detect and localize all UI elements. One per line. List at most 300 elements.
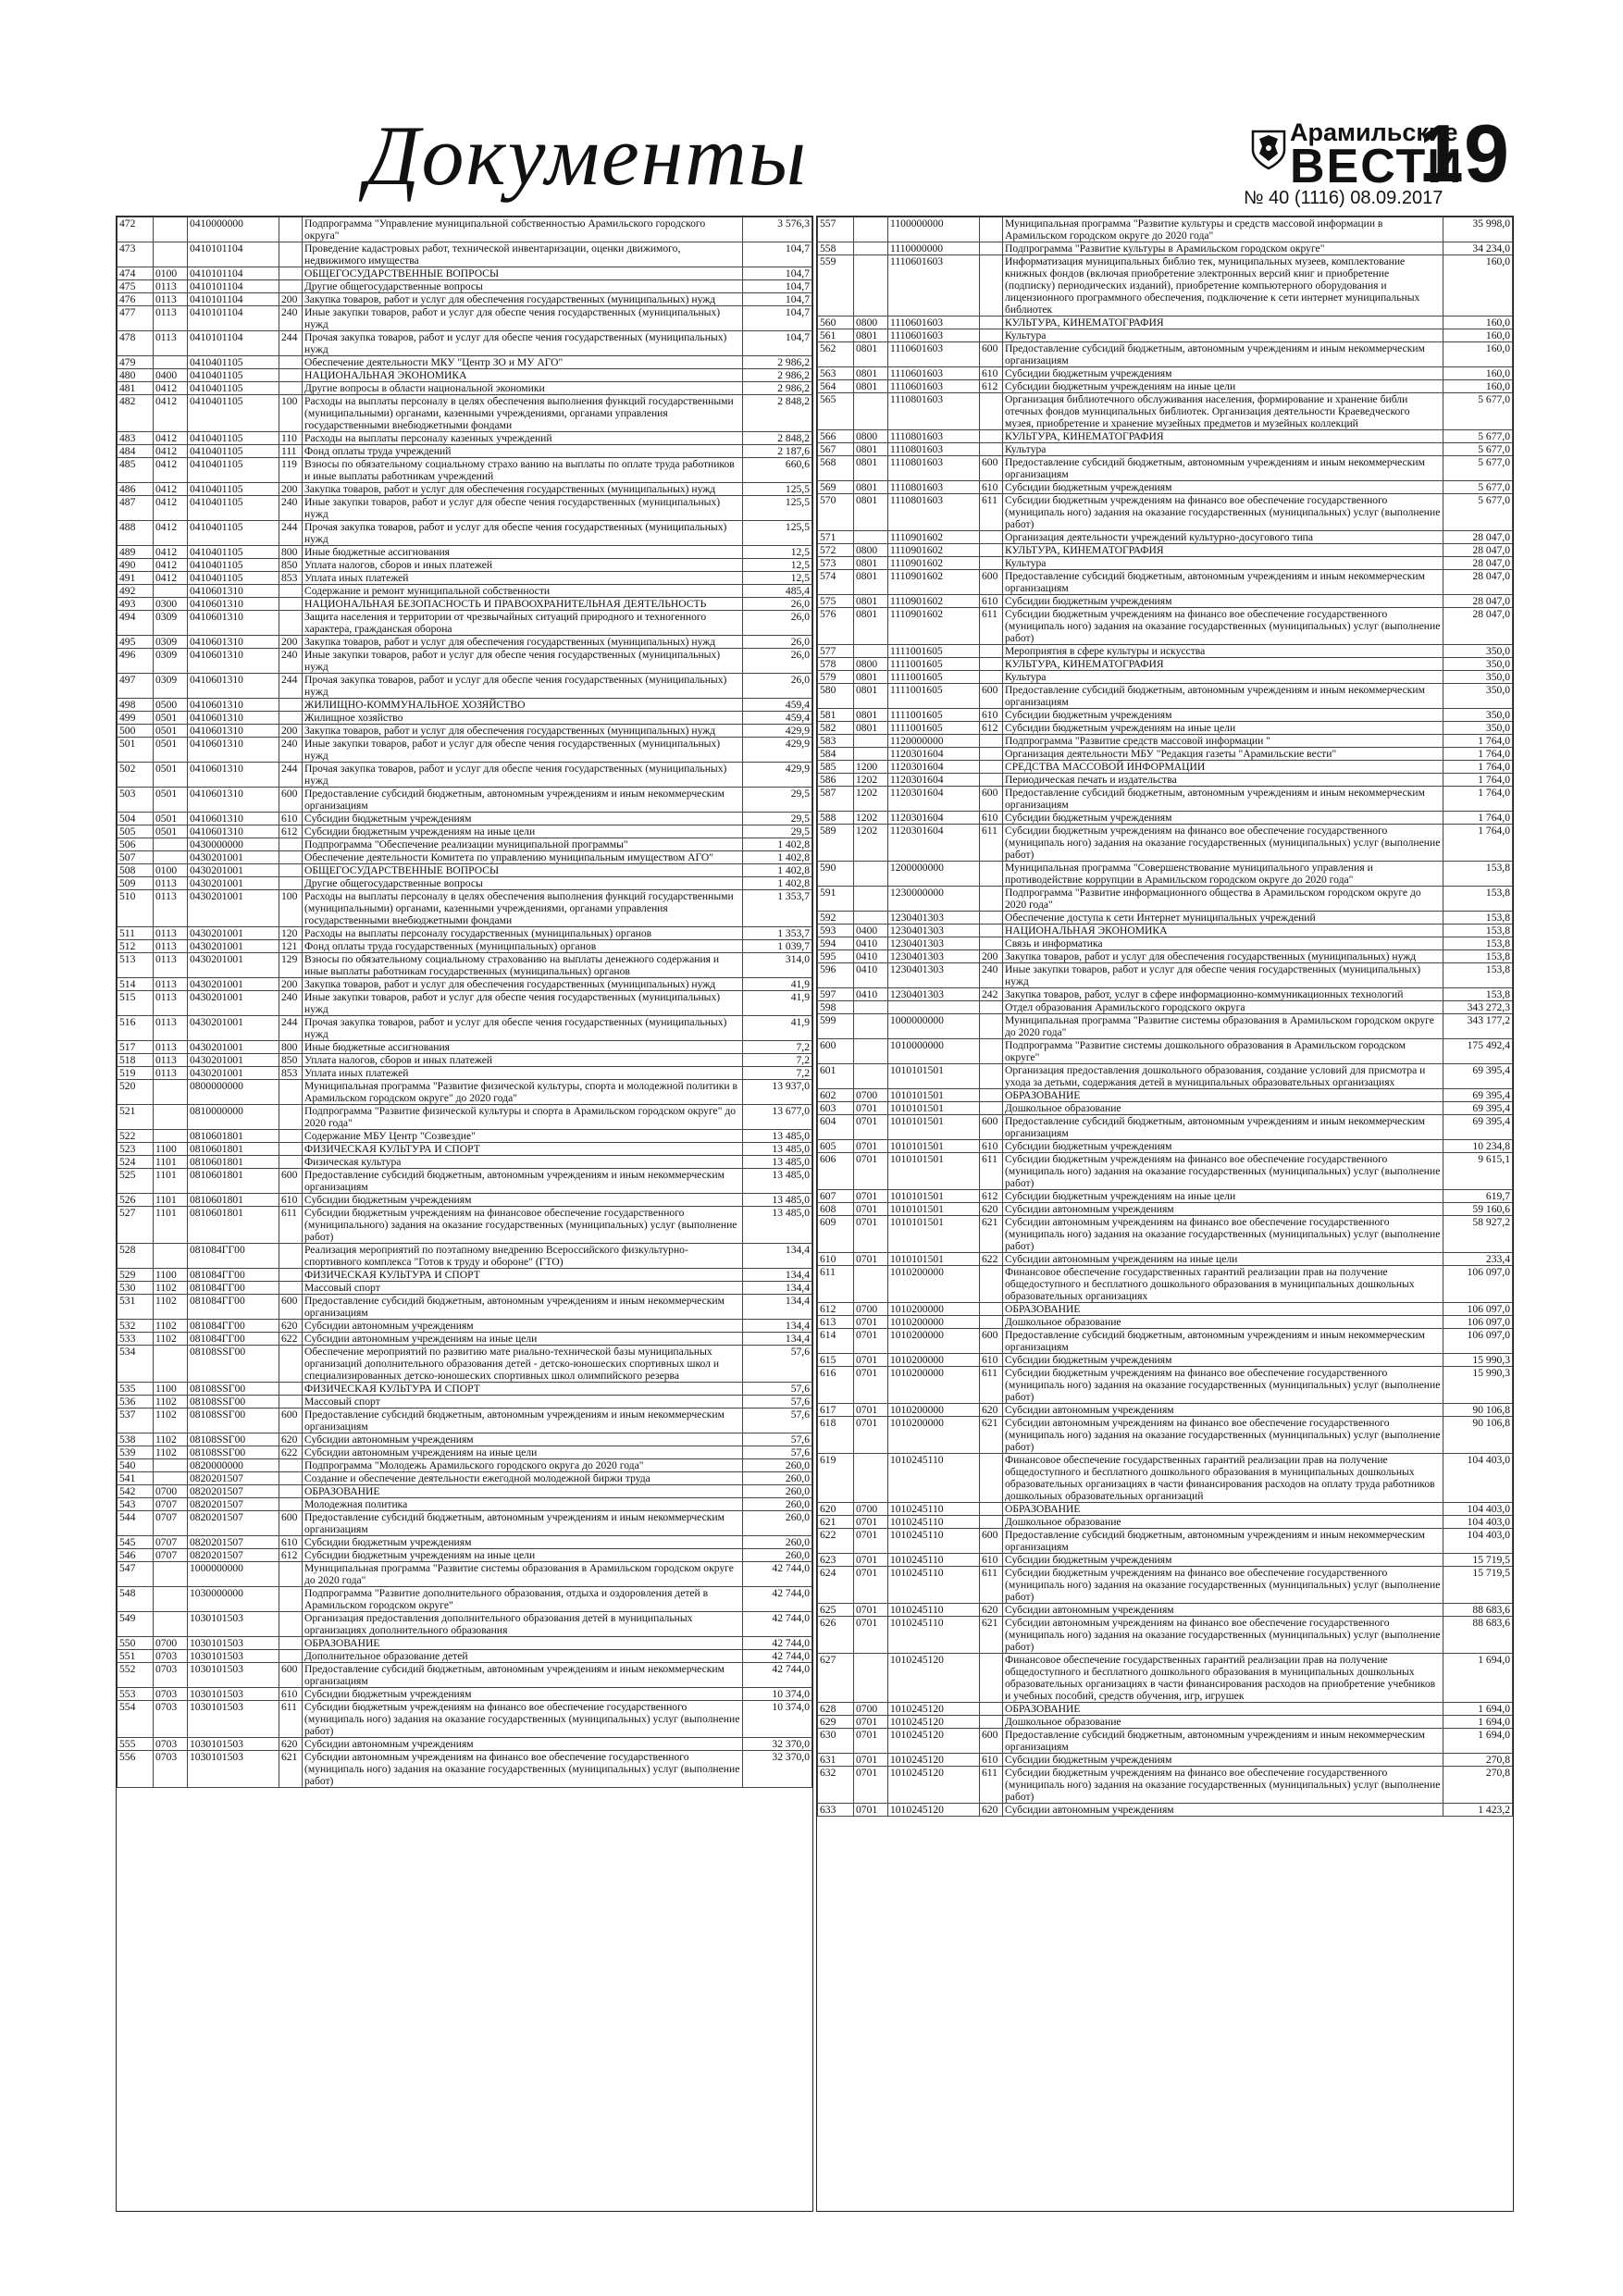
section-code: 0113 (154, 293, 188, 306)
item-name: Дополнительное образование детей (303, 1650, 743, 1663)
amount: 160,0 (1443, 329, 1513, 342)
target-article-code: 0430201001 (188, 877, 279, 890)
amount: 1 402,8 (743, 864, 812, 877)
section-code: 0309 (154, 611, 188, 636)
row-number: 600 (818, 1039, 854, 1064)
target-article-code: 1120301604 (888, 825, 980, 862)
expense-type-code: 600 (980, 1329, 1003, 1354)
table-row (818, 329, 1513, 342)
row-number: 625 (818, 1604, 854, 1617)
section-code: 0801 (854, 595, 888, 608)
section-code: 0412 (154, 432, 188, 445)
table-row (118, 940, 812, 953)
amount: 26,0 (743, 611, 812, 636)
target-article-code: 1010101501 (888, 1115, 980, 1140)
section-code: 0113 (154, 1054, 188, 1067)
table-row (118, 927, 812, 940)
row-number: 566 (818, 430, 854, 443)
section-code (854, 242, 888, 255)
section-code: 0412 (154, 496, 188, 521)
row-number: 612 (818, 1303, 854, 1316)
section-code (154, 851, 188, 864)
section-code: 0501 (154, 813, 188, 825)
expense-type-code (980, 1266, 1003, 1303)
table-row (818, 1367, 1513, 1404)
item-name: ОБЩЕГОСУДАРСТВЕННЫЕ ВОПРОСЫ (303, 864, 743, 877)
section-code: 0113 (154, 331, 188, 356)
item-name: Предоставление субсидий бюджетным, автономным учреждениям и иным некоммерческим организациям (1003, 1529, 1443, 1554)
target-article-code: 0410601310 (188, 788, 279, 813)
table-row (818, 1754, 1513, 1767)
amount: 260,0 (743, 1459, 812, 1472)
section-code: 0309 (154, 649, 188, 674)
table-row (818, 709, 1513, 722)
amount: 29,5 (743, 813, 812, 825)
item-name: Субсидии бюджетным учреждениям на финансо вое обеспечение государственного (муниципаль ного) задания на оказание государственных (муниципальных) услуг (выполнение работ) (1003, 1767, 1443, 1804)
row-number: 505 (118, 825, 154, 838)
expense-type-code (279, 1080, 303, 1105)
expense-type-code: 240 (279, 649, 303, 674)
row-number: 560 (818, 316, 854, 329)
table-row (818, 761, 1513, 774)
table-row (118, 1067, 812, 1080)
table-row (118, 1688, 812, 1701)
row-number: 502 (118, 763, 154, 788)
expense-type-code (980, 1454, 1003, 1503)
target-article-code: 1010101501 (888, 1203, 980, 1216)
expense-type-code (980, 1014, 1003, 1039)
section-code: 0501 (154, 825, 188, 838)
table-row (818, 1153, 1513, 1190)
section-code: 0703 (154, 1701, 188, 1738)
section-code: 0701 (854, 1516, 888, 1529)
target-article-code: 1230401303 (888, 963, 980, 988)
item-name: Закупка товаров, работ и услуг для обеспечения государственных (муниципальных) нужд (303, 725, 743, 738)
amount: 29,5 (743, 788, 812, 813)
table-row (818, 1089, 1513, 1102)
expense-type-code (279, 1562, 303, 1587)
table-row (118, 559, 812, 572)
row-number: 497 (118, 674, 154, 699)
expense-type-code (980, 862, 1003, 887)
budget-table-left (117, 217, 812, 1788)
target-article-code: 1010245120 (888, 1703, 980, 1716)
amount: 26,0 (743, 649, 812, 674)
section-code: 0801 (854, 671, 888, 684)
expense-type-code (980, 1089, 1003, 1102)
table-row (118, 598, 812, 611)
amount: 125,5 (743, 521, 812, 546)
table-row (118, 1637, 812, 1650)
item-name: Физическая культура (303, 1156, 743, 1169)
table-row (118, 649, 812, 674)
section-code: 0701 (854, 1216, 888, 1253)
item-name: Иные бюджетные ассигнования (303, 546, 743, 559)
section-code: 0701 (854, 1716, 888, 1729)
amount: 88 683,6 (1443, 1604, 1513, 1617)
item-name: Закупка товаров, работ, услуг в сфере информационно-коммуникационных технологий (1003, 988, 1443, 1001)
target-article-code: 1010101501 (888, 1064, 980, 1089)
target-article-code: 081084ГГ00 (188, 1333, 279, 1346)
table-row (818, 1716, 1513, 1729)
section-code (154, 1244, 188, 1269)
expense-type-code (279, 1282, 303, 1295)
target-article-code: 1010200000 (888, 1404, 980, 1417)
section-code: 0703 (154, 1738, 188, 1751)
item-name: Субсидии бюджетным учреждениям (1003, 1354, 1443, 1367)
section-code (154, 1080, 188, 1105)
row-number: 567 (818, 443, 854, 456)
amount: 270,8 (1443, 1754, 1513, 1767)
coat-of-arms-icon (1251, 130, 1286, 170)
expense-type-code (279, 1498, 303, 1511)
target-article-code: 1030101503 (188, 1637, 279, 1650)
section-code: 0703 (154, 1663, 188, 1688)
item-name: Содержание МБУ Центр "Созвездие" (303, 1130, 743, 1143)
expense-type-code: 621 (980, 1617, 1003, 1654)
target-article-code: 0430201001 (188, 851, 279, 864)
row-number: 506 (118, 838, 154, 851)
target-article-code: 1010200000 (888, 1303, 980, 1316)
row-number: 490 (118, 559, 154, 572)
amount: 1 402,8 (743, 838, 812, 851)
section-code: 0400 (154, 369, 188, 382)
target-article-code: 0430201001 (188, 991, 279, 1016)
item-name: Реализация мероприятий по поэтапному внедрению Всероссийского физкультурно-спортивного комплекса "Готов к труду и обороне" (ГТО) (303, 1244, 743, 1269)
item-name: Мероприятия в сфере культуры и искусства (1003, 645, 1443, 658)
table-row (118, 1320, 812, 1333)
section-code (154, 1459, 188, 1472)
section-code: 0501 (154, 763, 188, 788)
target-article-code: 0410401105 (188, 369, 279, 382)
table-row (118, 242, 812, 267)
row-number: 622 (818, 1529, 854, 1554)
table-row (818, 748, 1513, 761)
expense-type-code: 853 (279, 1067, 303, 1080)
expense-type-code: 610 (980, 1554, 1003, 1567)
row-number: 631 (818, 1754, 854, 1767)
row-number: 514 (118, 978, 154, 991)
target-article-code: 1111001605 (888, 709, 980, 722)
expense-type-code (279, 382, 303, 395)
target-article-code: 1120000000 (888, 735, 980, 748)
amount: 134,4 (743, 1295, 812, 1320)
row-number: 537 (118, 1409, 154, 1433)
amount: 134,4 (743, 1244, 812, 1269)
item-name: Субсидии автономным учреждениям на финансо вое обеспечение государственного (муниципаль ного) задания на оказание государственных (муниципальных) услуг (выполнение работ) (1003, 1417, 1443, 1454)
row-number: 499 (118, 712, 154, 725)
row-number: 503 (118, 788, 154, 813)
target-article-code: 0410101104 (188, 280, 279, 293)
expense-type-code: 600 (279, 1409, 303, 1433)
amount: 106 097,0 (1443, 1266, 1513, 1303)
table-row (818, 937, 1513, 950)
section-code: 0113 (154, 306, 188, 331)
target-article-code: 1110801603 (888, 443, 980, 456)
item-name: Субсидии бюджетным учреждениям на финансо вое обеспечение государственного (муниципаль ного) задания на оказание государственных (муниципальных) услуг (выполнение работ) (1003, 1367, 1443, 1404)
row-number: 557 (818, 217, 854, 242)
expense-type-code: 610 (279, 1536, 303, 1549)
expense-type-code (279, 217, 303, 242)
expense-type-code (279, 712, 303, 725)
section-code: 0801 (854, 608, 888, 645)
item-name: Отдел образования Арамильского городского округа (1003, 1001, 1443, 1014)
expense-type-code: 610 (279, 1688, 303, 1701)
section-code (854, 1001, 888, 1014)
table-row (118, 864, 812, 877)
target-article-code: 1120301604 (888, 787, 980, 812)
target-article-code: 1110801603 (888, 481, 980, 494)
row-number: 513 (118, 953, 154, 978)
item-name: Субсидии бюджетным учреждениям на иные цели (1003, 1190, 1443, 1203)
target-article-code: 1120301604 (888, 761, 980, 774)
row-number: 539 (118, 1446, 154, 1459)
table-row (118, 306, 812, 331)
section-title: Документы (365, 108, 809, 203)
row-number: 498 (118, 699, 154, 712)
table-row (818, 1604, 1513, 1617)
amount: 28 047,0 (1443, 544, 1513, 557)
row-number: 488 (118, 521, 154, 546)
section-code: 0113 (154, 280, 188, 293)
amount: 260,0 (743, 1498, 812, 1511)
item-name: Субсидии автономным учреждениям (1003, 1404, 1443, 1417)
expense-type-code: 600 (980, 342, 1003, 367)
row-number: 606 (818, 1153, 854, 1190)
amount: 153,8 (1443, 887, 1513, 912)
row-number: 609 (818, 1216, 854, 1253)
target-article-code: 0800000000 (188, 1080, 279, 1105)
section-code (154, 217, 188, 242)
target-article-code: 0410601310 (188, 699, 279, 712)
target-article-code: 1200000000 (888, 862, 980, 887)
amount: 260,0 (743, 1536, 812, 1549)
section-code: 0701 (854, 1316, 888, 1329)
item-name: Предоставление субсидий бюджетным, автономным учреждениям и иным некоммерческим организациям (303, 1295, 743, 1320)
item-name: Массовый спорт (303, 1282, 743, 1295)
row-number: 493 (118, 598, 154, 611)
item-name: Обеспечение деятельности Комитета по управлению муниципальным имуществом АГО" (303, 851, 743, 864)
amount: 69 395,4 (1443, 1089, 1513, 1102)
row-number: 580 (818, 684, 854, 709)
table-row (118, 521, 812, 546)
item-name: Обеспечение деятельности МКУ "Центр ЗО и МУ АГО" (303, 356, 743, 369)
item-name: Предоставление субсидий бюджетным, автономным учреждениям и иным некоммерческим организациям (1003, 342, 1443, 367)
target-article-code: 1030000000 (188, 1587, 279, 1612)
row-number: 624 (818, 1567, 854, 1604)
item-name: Субсидии бюджетным учреждениям на финансо вое обеспечение государственного (муниципаль ного) задания на оказание государственных (муниципальных) услуг (выполнение работ) (1003, 608, 1443, 645)
item-name: Субсидии бюджетным учреждениям на финансо вое обеспечение государственного (муниципаль ного) задания на оказание государственных (муниципальных) услуг (выполнение работ) (1003, 1567, 1443, 1604)
expense-type-code: 611 (980, 1153, 1003, 1190)
row-number: 617 (818, 1404, 854, 1417)
table-row (118, 1409, 812, 1433)
expense-type-code (980, 912, 1003, 925)
expense-type-code: 621 (279, 1751, 303, 1788)
expense-type-code: 610 (980, 1354, 1003, 1367)
expense-type-code: 612 (279, 825, 303, 838)
row-number: 549 (118, 1612, 154, 1637)
item-name: Подпрограмма "Развитие физической культуры и спорта в Арамильском городском округе" до 2020 года" (303, 1105, 743, 1130)
expense-type-code (279, 611, 303, 636)
row-number: 479 (118, 356, 154, 369)
item-name: Финансовое обеспечение государственных гарантий реализации прав на получение общедоступного и бесплатного дошкольного образования в муниципальных дошкольных образовательных организациях (1003, 1266, 1443, 1303)
amount: 233,4 (1443, 1253, 1513, 1266)
item-name: Периодическая печать и издательства (1003, 774, 1443, 787)
amount: 125,5 (743, 496, 812, 521)
item-name: Культура (1003, 557, 1443, 570)
expense-type-code: 611 (980, 494, 1003, 531)
table-row (818, 825, 1513, 862)
amount: 1 423,2 (1443, 1804, 1513, 1817)
section-code: 1200 (854, 761, 888, 774)
amount: 5 677,0 (1443, 430, 1513, 443)
section-code: 0309 (154, 674, 188, 699)
target-article-code: 08108SSГ00 (188, 1346, 279, 1383)
item-name: Массовый спорт (303, 1396, 743, 1409)
section-code (154, 1130, 188, 1143)
row-number: 582 (818, 722, 854, 735)
table-row (818, 430, 1513, 443)
item-name: ОБРАЗОВАНИЕ (1003, 1703, 1443, 1716)
expense-type-code (980, 1716, 1003, 1729)
row-number: 597 (818, 988, 854, 1001)
table-row (118, 1333, 812, 1346)
expense-type-code: 620 (980, 1203, 1003, 1216)
table-row (118, 1738, 812, 1751)
expense-type-code: 600 (279, 1169, 303, 1194)
item-name: Субсидии бюджетным учреждениям (303, 1688, 743, 1701)
table-row (818, 1529, 1513, 1554)
target-article-code: 0410601310 (188, 598, 279, 611)
row-number: 596 (818, 963, 854, 988)
row-number: 626 (818, 1617, 854, 1654)
expense-type-code: 850 (279, 559, 303, 572)
section-code: 0412 (154, 483, 188, 496)
section-code: 0113 (154, 927, 188, 940)
section-code: 0801 (854, 557, 888, 570)
amount: 314,0 (743, 953, 812, 978)
table-row (818, 1115, 1513, 1140)
table-row (118, 293, 812, 306)
target-article-code: 1010200000 (888, 1266, 980, 1303)
item-name: Субсидии автономным учреждениям (303, 1738, 743, 1751)
item-name: Культура (1003, 443, 1443, 456)
table-row (118, 1156, 812, 1169)
section-code (854, 645, 888, 658)
expense-type-code: 110 (279, 432, 303, 445)
table-row (118, 1396, 812, 1409)
section-code: 0801 (854, 342, 888, 367)
section-code: 0701 (854, 1253, 888, 1266)
item-name: Муниципальная программа "Развитие физической культуры, спорта и молодежной политики в Арамильском городском округе" до 2020 года" (303, 1080, 743, 1105)
table-row (818, 1216, 1513, 1253)
section-code: 1101 (154, 1156, 188, 1169)
row-number: 519 (118, 1067, 154, 1080)
row-number: 628 (818, 1703, 854, 1716)
target-article-code: 0810601801 (188, 1207, 279, 1244)
row-number: 504 (118, 813, 154, 825)
amount: 26,0 (743, 598, 812, 611)
section-code (854, 1266, 888, 1303)
table-row (118, 432, 812, 445)
amount: 15 719,5 (1443, 1567, 1513, 1604)
table-row (818, 595, 1513, 608)
target-article-code: 1010200000 (888, 1417, 980, 1454)
table-row (818, 608, 1513, 645)
section-code (154, 1587, 188, 1612)
section-code: 0400 (854, 925, 888, 937)
row-number: 472 (118, 217, 154, 242)
row-number: 568 (818, 456, 854, 481)
row-number: 583 (818, 735, 854, 748)
amount: 459,4 (743, 699, 812, 712)
table-row (818, 1404, 1513, 1417)
table-row (118, 1587, 812, 1612)
amount: 7,2 (743, 1067, 812, 1080)
table-row (118, 1169, 812, 1194)
amount: 134,4 (743, 1282, 812, 1295)
target-article-code: 0810601801 (188, 1169, 279, 1194)
target-article-code: 1010245110 (888, 1567, 980, 1604)
row-number: 523 (118, 1143, 154, 1156)
section-code: 0707 (154, 1549, 188, 1562)
target-article-code: 1110901602 (888, 531, 980, 544)
row-number: 620 (818, 1503, 854, 1516)
expense-type-code: 610 (980, 1754, 1003, 1767)
target-article-code: 0810000000 (188, 1105, 279, 1130)
item-name: Подпрограмма "Развитие средств массовой информации " (1003, 735, 1443, 748)
row-number: 480 (118, 369, 154, 382)
table-row (118, 1207, 812, 1244)
amount: 160,0 (1443, 255, 1513, 316)
table-row (818, 988, 1513, 1001)
amount: 42 744,0 (743, 1637, 812, 1650)
target-article-code: 1120301604 (888, 774, 980, 787)
expense-type-code: 200 (279, 293, 303, 306)
row-number: 607 (818, 1190, 854, 1203)
amount: 153,8 (1443, 862, 1513, 887)
item-name: ФИЗИЧЕСКАЯ КУЛЬТУРА И СПОРТ (303, 1269, 743, 1282)
expense-type-code: 600 (980, 684, 1003, 709)
amount: 69 395,4 (1443, 1102, 1513, 1115)
amount: 153,8 (1443, 925, 1513, 937)
target-article-code: 0410601310 (188, 725, 279, 738)
table-row (118, 1459, 812, 1472)
row-number: 587 (818, 787, 854, 812)
target-article-code: 1010200000 (888, 1367, 980, 1404)
table-row (118, 1562, 812, 1587)
target-article-code: 1111001605 (888, 658, 980, 671)
item-name: Предоставление субсидий бюджетным, автономным учреждениям и иным некоммерческим организациям (1003, 456, 1443, 481)
expense-type-code: 111 (279, 445, 303, 458)
section-code: 0410 (854, 950, 888, 963)
item-name: Иные закупки товаров, работ и услуг для обеспе чения государственных (муниципальных) нужд (303, 496, 743, 521)
table-row (818, 1316, 1513, 1329)
target-article-code: 1110601603 (888, 367, 980, 380)
amount: 104 403,0 (1443, 1503, 1513, 1516)
item-name: Защита населения и территории от чрезвычайных ситуаций природного и техногенного характера, гражданская оборона (303, 611, 743, 636)
expense-type-code: 620 (980, 1604, 1003, 1617)
expense-type-code (279, 242, 303, 267)
amount: 260,0 (743, 1549, 812, 1562)
amount: 270,8 (1443, 1767, 1513, 1804)
expense-type-code (980, 316, 1003, 329)
table-row (118, 1080, 812, 1105)
table-row (118, 1383, 812, 1396)
target-article-code: 0410601310 (188, 674, 279, 699)
table-row (118, 1663, 812, 1688)
row-number: 527 (118, 1207, 154, 1244)
